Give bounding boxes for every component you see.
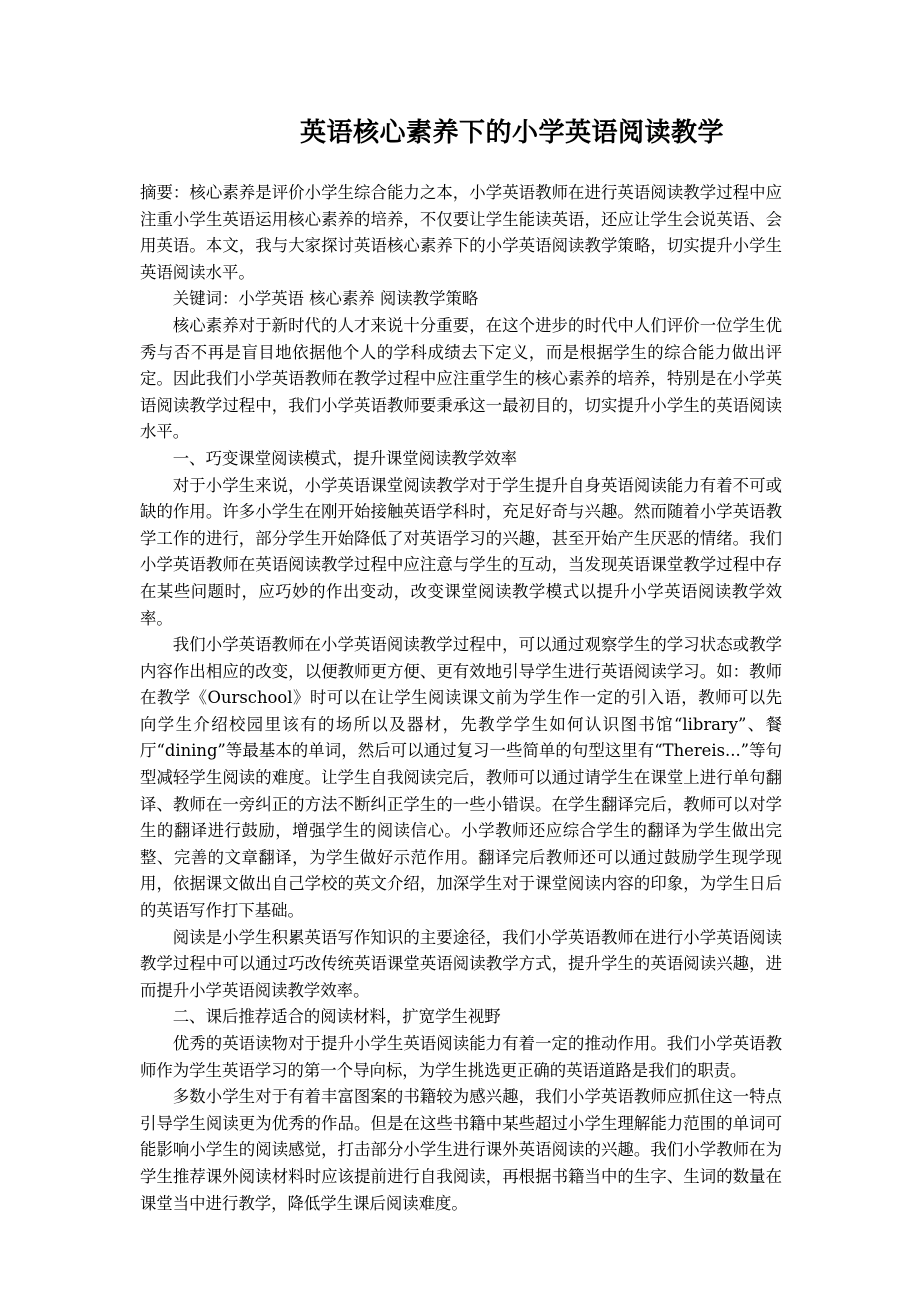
abstract-paragraph: 摘要：核心素养是评价小学生综合能力之本，小学英语教师在进行英语阅读教学过程中应注重小学生英语运用核心素养的培养，不仅要让学生能读英语，还应让学生会说英语、会用英语。本文，我与大家探讨英语核心素养下的小学英语阅读教学策略，切实提升小学生英语阅读水平。	[140, 183, 782, 282]
section-heading: 二、课后推荐适合的阅读材料，扩宽学生视野	[172, 1007, 501, 1027]
document-body	[140, 180, 782, 1217]
body-paragraph: 核心素养对于新时代的人才来说十分重要，在这个进步的时代中人们评价一位学生优秀与否不再是盲目地依据他个人的学科成绩去下定义，而是根据学生的综合能力做出评定。因此我们小学英语教师在教学过程中应注重学生的核心素养的培养，特别是在小学英语阅读教学过程中，我们小学英语教师要秉承这一最初目的，切实提升小学生的英语阅读水平。	[140, 315, 782, 442]
section-heading: 一、巧变课堂阅读模式，提升课堂阅读教学效率	[172, 448, 517, 468]
keywords-line: 关键词：小学英语 核心素养 阅读教学策略	[172, 289, 479, 309]
body-paragraph: 对于小学生来说，小学英语课堂阅读教学对于学生提升自身英语阅读能力有着不可或缺的作用。许多小学生在刚开始接触英语学科时，充足好奇与兴趣。然而随着小学英语教学工作的进行，部分学生开始降低了对英语学习的兴趣，甚至开始产生厌恶的情绪。我们小学英语教师在英语阅读教学过程中应注意与学生的互动，当发现英语课堂教学过程中存在某些问题时，应巧妙的作出变动，改变课堂阅读教学模式以提升小学英语阅读教学效率。	[140, 475, 782, 628]
body-paragraph: 多数小学生对于有着丰富图案的书籍较为感兴趣，我们小学英语教师应抓住这一特点引导学生阅读更为优秀的作品。但是在这些书籍中某些超过小学生理解能力范围的单词可能影响小学生的阅读感觉，打击部分小学生进行课外英语阅读的兴趣。我们小学教师在为学生推荐课外阅读材料时应该提前进行自我阅读，再根据书籍当中的生字、生词的数量在课堂当中进行教学，降低学生课后阅读难度。	[140, 1087, 782, 1213]
body-paragraph: 优秀的英语读物对于提升小学生英语阅读能力有着一定的推动作用。我们小学英语教师作为学生英语学习的第一个导向标，为学生挑选更正确的英语道路是我们的职责。	[140, 1034, 782, 1080]
document-title: 英语核心素养下的小学英语阅读教学	[299, 118, 724, 148]
body-paragraph: 我们小学英语教师在小学英语阅读教学过程中，可以通过观察学生的学习状态或教学内容作出相应的改变，以便教师更方便、更有效地引导学生进行英语阅读学习。如：教师在教学《Ourschool》时可以在让学生阅读课文前为学生作一定的引入语，教师可以先向学生介绍校园里该有的场所以及器材，先教学学生如何认识图书馆“library”、餐厅“dining”等最基本的单词，然后可以通过复习一些简单的句型这里有“Thereis...”等句型减轻学生阅读的难度。让学生自我阅读完后，教师可以通过请学生在课堂上进行单句翻译、教师在一旁纠正的方法不断纠正学生的一些小错误。在学生翻译完后，教师可以对学生的翻译进行鼓励，增强学生的阅读信心。小学教师还应综合学生的翻译为学生做出完整、完善的文章翻译，为学生做好示范作用。翻译完后教师还可以通过鼓励学生现学现用，依据课文做出自己学校的英文介绍，加深学生对于课堂阅读内容的印象，为学生日后的英语写作打下基础。	[140, 635, 782, 921]
body-paragraph: 阅读是小学生积累英语写作知识的主要途径，我们小学英语教师在进行小学英语阅读教学过程中可以通过巧改传统英语课堂英语阅读教学方式，提升学生的英语阅读兴趣，进而提升小学英语阅读教学效率。	[140, 927, 782, 1000]
